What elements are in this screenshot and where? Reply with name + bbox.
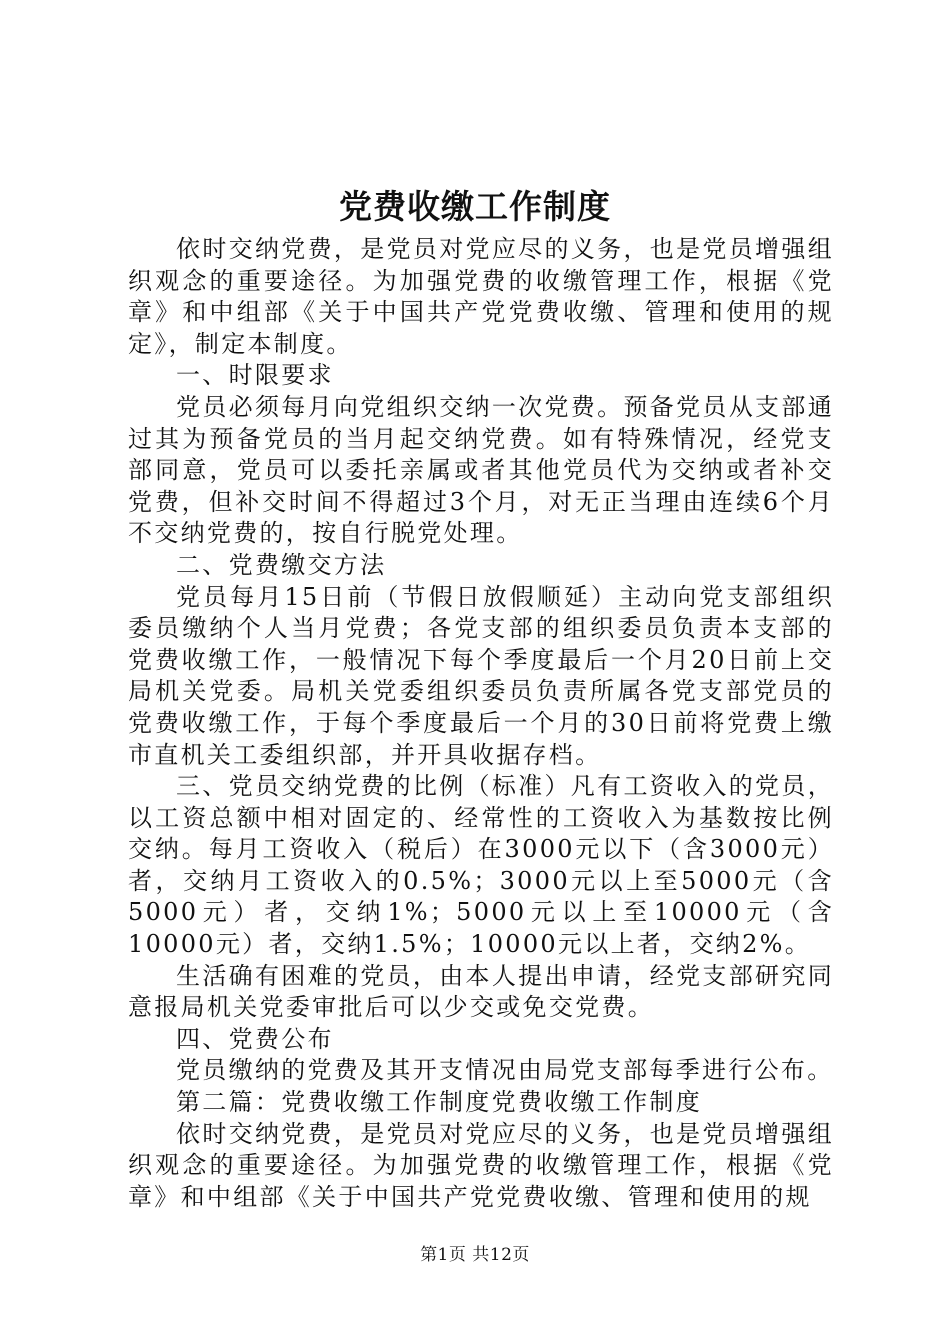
- paragraph-publication: 党员缴纳的党费及其开支情况由局党支部每季进行公布。: [176, 1056, 834, 1085]
- paragraph-hardship: 生活确有困难的党员，由本人提出申请，经党支部研究同意报局机关党委审批后可以少交或免交党费。: [128, 961, 834, 1022]
- document-body: [128, 234, 834, 1211]
- paragraph-payment-ratio: 三、党员交纳党费的比例（标准）凡有工资收入的党员，以工资总额中相对固定的、经常性的工资收入为基数按比例交纳。每月工资收入（税后）在3000元以下（含3000元）者，交纳月工资收入的0.5%；3000元以上至5000元（含5000元）者，交纳1%；5000元以上至10000元（含10000元）者，交纳1.5%；10000元以上者，交纳2%。: [128, 772, 834, 959]
- paragraph-second-intro: 依时交纳党费，是党员对党应尽的义务，也是党员增强组织观念的重要途径。为加强党费的收缴管理工作，根据《党章》和中组部《关于中国共产党党费收缴、管理和使用的规: [128, 1119, 834, 1211]
- page-footer: 第1页 共12页: [420, 1245, 530, 1265]
- paragraph-payment-method: 党员每月15日前（节假日放假顺延）主动向党支部组织委员缴纳个人当月党费；各党支部的组织委员负责本支部的党费收缴工作，一般情况下每个季度最后一个月20日前上交局机关党委。局机关党委组织委员负责所属各党支部党员的党费收缴工作，于每个季度最后一个月的30日前将党费上缴市直机关工委组织部，并开具收据存档。: [128, 582, 834, 769]
- document-title: 党费收缴工作制度: [339, 187, 611, 226]
- paragraph-intro: 依时交纳党费，是党员对党应尽的义务，也是党员增强组织观念的重要途径。为加强党费的收缴管理工作，根据《党章》和中组部《关于中国共产党党费收缴、管理和使用的规定》，制定本制度。: [128, 235, 834, 358]
- section-heading-payment-method: 二、党费缴交方法: [176, 550, 387, 579]
- section-heading-publication: 四、党费公布: [176, 1024, 334, 1053]
- section-heading-second-part: 第二篇：党费收缴工作制度党费收缴工作制度: [176, 1088, 702, 1117]
- paragraph-time-limit: 党员必须每月向党组织交纳一次党费。预备党员从支部通过其为预备党员的当月起交纳党费。如有特殊情况，经党支部同意，党员可以委托亲属或者其他党员代为交纳或者补交党费，但补交时间不得超过3个月，对无正当理由连续6个月不交纳党费的，按自行脱党处理。: [128, 392, 834, 548]
- section-heading-time-limit: 一、时限要求: [176, 361, 334, 390]
